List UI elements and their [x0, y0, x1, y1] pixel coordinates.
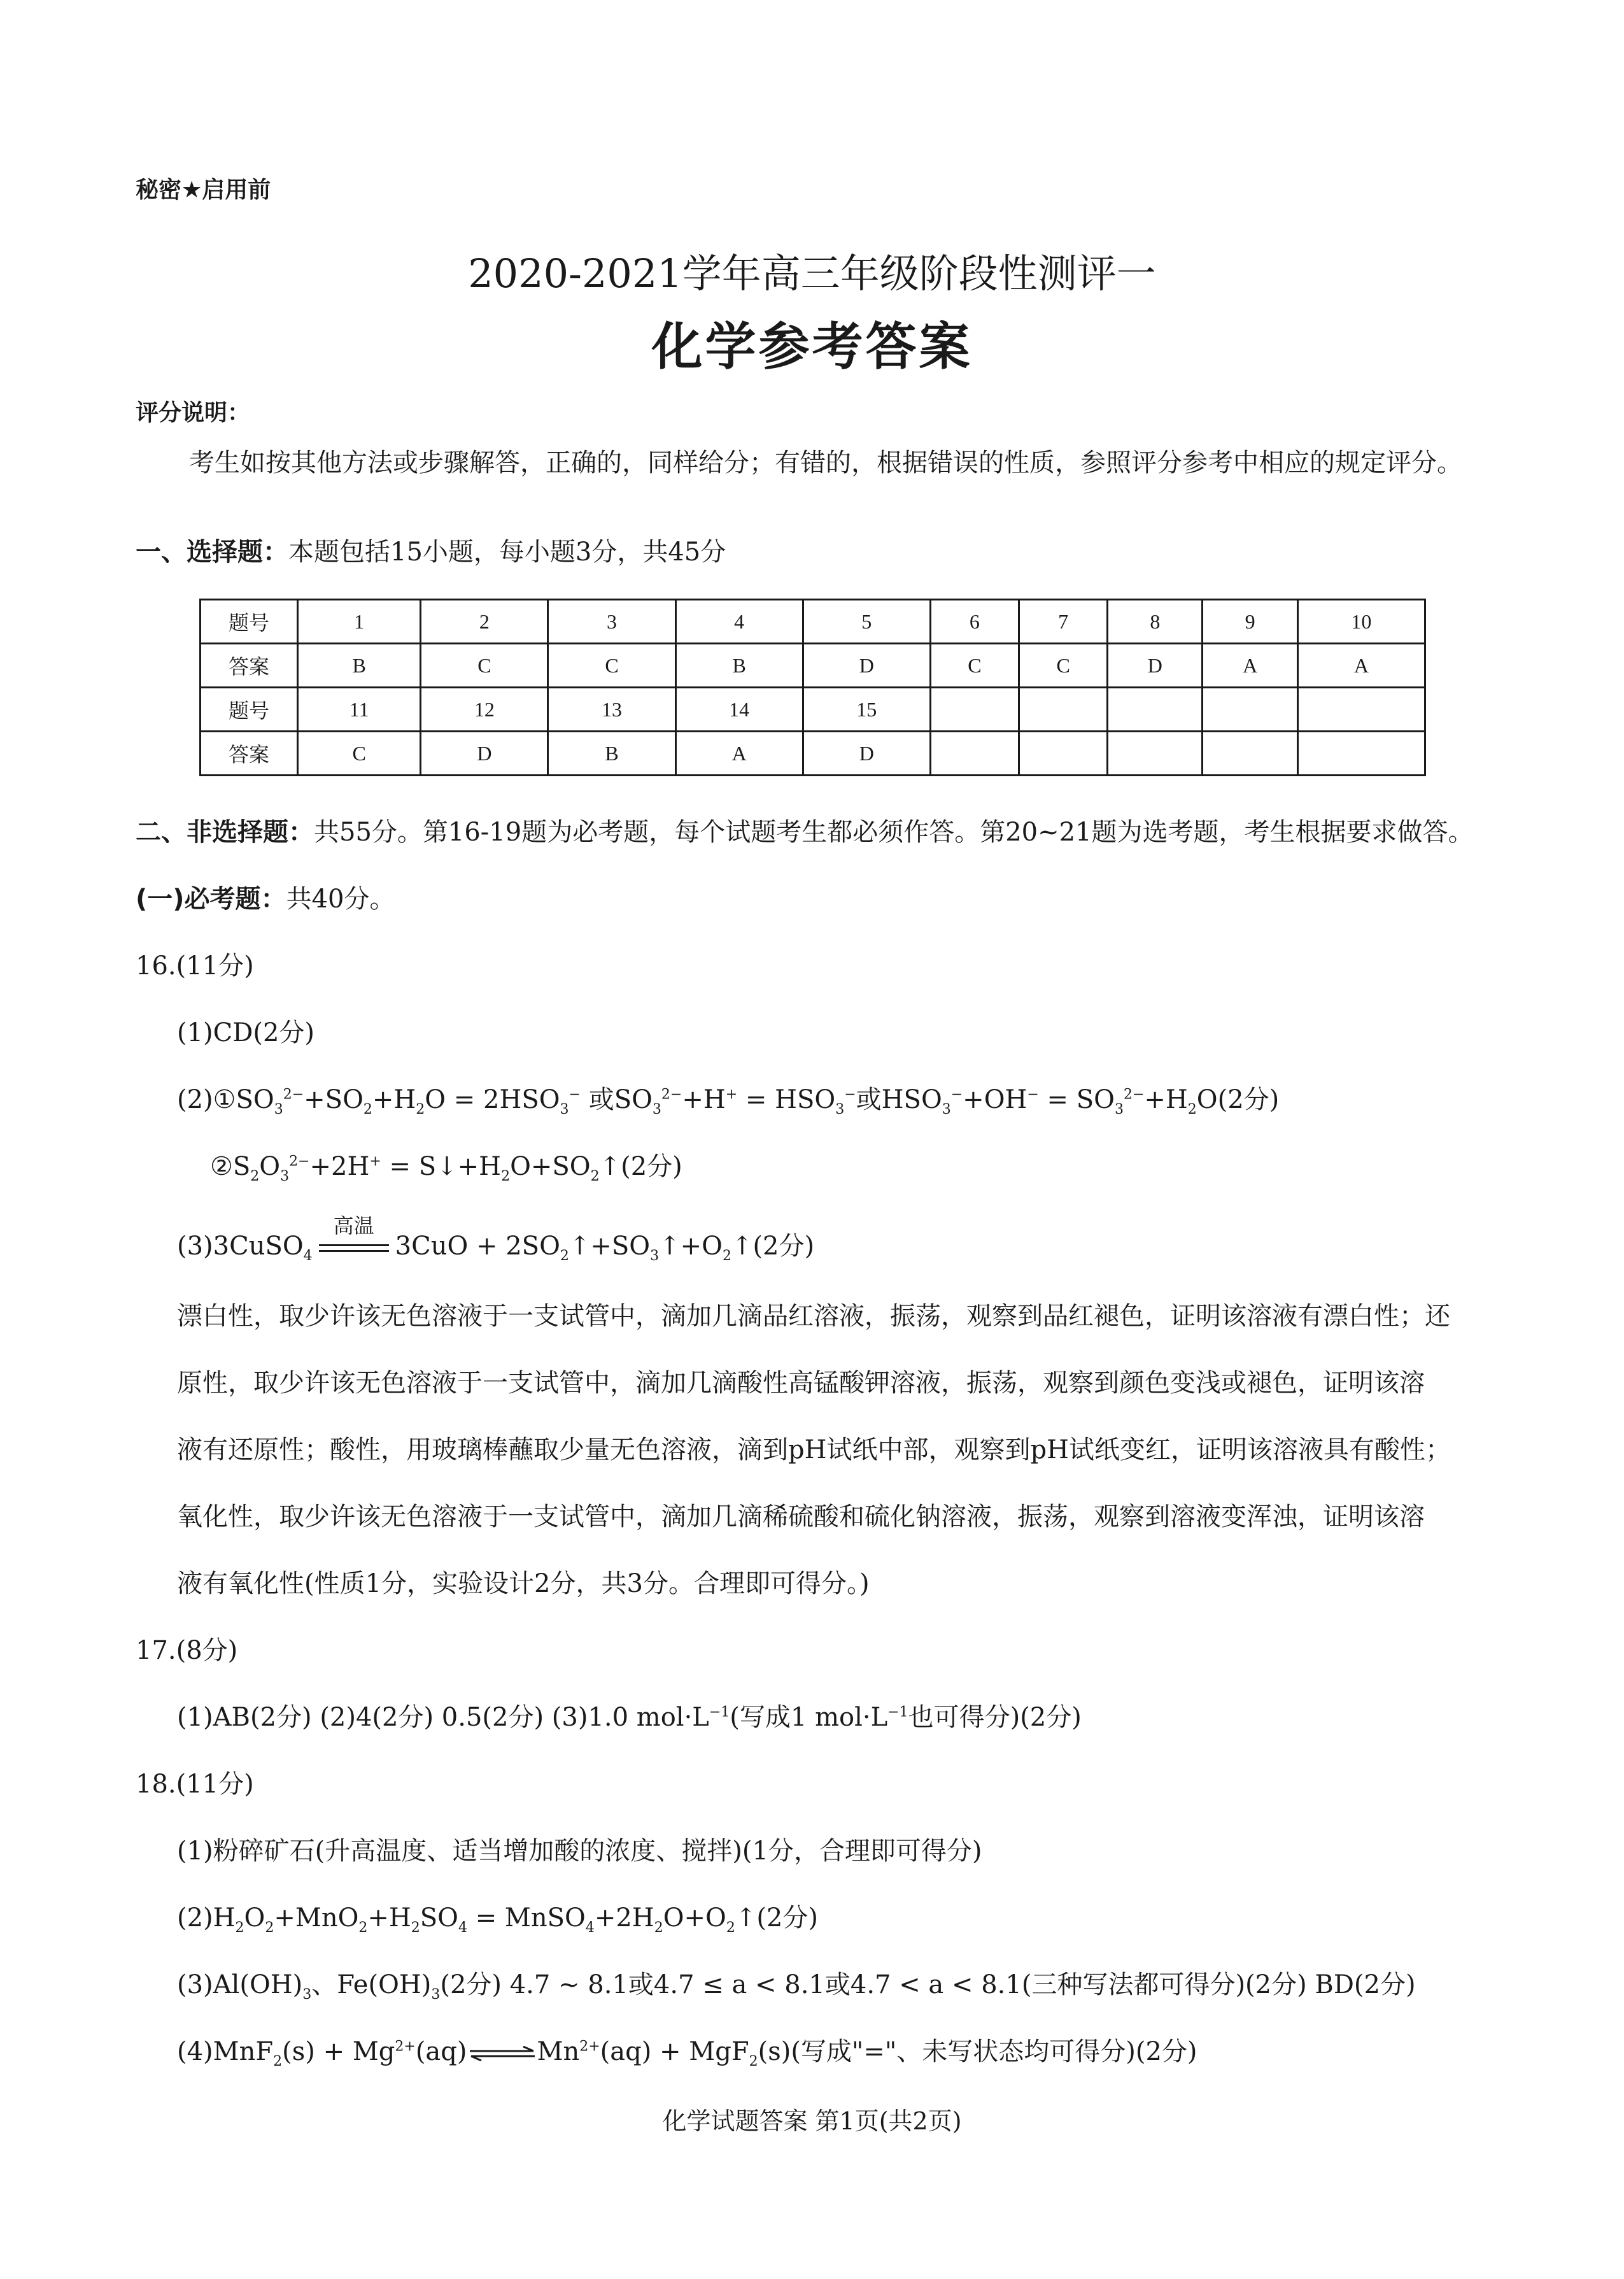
table-cell: C	[421, 644, 548, 688]
table-cell: 15	[803, 688, 930, 732]
section1-heading: 一、选择题：	[136, 537, 288, 567]
table-cell: 14	[675, 688, 803, 732]
q16-part2-eq1: $(2)①SO_3^{2-}+SO_2+H_2O = 2HSO_3^-$ 或$SO_3^{2-}+H^+ = HSO_3^-$或$HSO_3^-+OH^- = SO_3^{2-}+H_2O(2$分)	[177, 1085, 1280, 1118]
table-cell: 3	[548, 600, 675, 644]
section2-heading: 二、非选择题：	[136, 818, 314, 847]
table-cell: 1	[298, 600, 421, 644]
table-cell	[930, 688, 1019, 732]
table-row	[201, 644, 1425, 688]
table-cell	[1019, 688, 1108, 732]
table-cell: 8	[1108, 600, 1203, 644]
double-line-icon	[319, 1244, 389, 1252]
table-row-header: 答案	[201, 644, 298, 688]
section2-sub-desc: 共40分。	[286, 884, 395, 914]
table-row	[201, 732, 1425, 776]
table-cell: D	[803, 732, 930, 776]
document-title: 化学参考答案	[651, 317, 973, 376]
table-cell	[1297, 732, 1425, 776]
page-footer: 化学试题答案 第1页(共2页)	[662, 2107, 962, 2135]
table-cell: A	[1297, 644, 1425, 688]
section2-line	[136, 812, 1474, 848]
table-cell	[1108, 732, 1203, 776]
table-cell: C	[1019, 644, 1108, 688]
q18-title: 18.(11分)	[136, 1770, 254, 1799]
q18-part1: (1)粉碎矿石(升高温度、适当增加酸的浓度、搅拌)(1分，合理即可得分)	[177, 1836, 982, 1866]
table-cell: 10	[1297, 600, 1425, 644]
table-cell: B	[675, 644, 803, 688]
q18-part4: $(4)MnF_2(s) + Mg^{2+}(aq) Mn^{2+}(aq) + MgF_2(s)$(写成"="、未写状态均可得分)(2分)	[177, 2037, 1197, 2070]
table-cell	[1108, 688, 1203, 732]
q16-para-line: 漂白性，取少许该无色溶液于一支试管中，滴加几滴品红溶液，振荡，观察到品红褪色，证明该溶液有漂白性；还	[177, 1302, 1450, 1331]
table-cell: 12	[421, 688, 548, 732]
table-cell: A	[1203, 644, 1297, 688]
table-cell: D	[421, 732, 548, 776]
table-cell: B	[548, 732, 675, 776]
table-cell: B	[298, 644, 421, 688]
table-cell	[930, 732, 1019, 776]
secret-label: 秘密★启用前	[136, 177, 271, 203]
table-row-header: 题号	[201, 688, 298, 732]
q17-title: 17.(8分)	[136, 1636, 238, 1665]
table-cell: A	[675, 732, 803, 776]
table-cell	[1203, 732, 1297, 776]
q16-para-line: 原性，取少许该无色溶液于一支试管中，滴加几滴酸性高锰酸钾溶液，振荡，观察到颜色变浅或褪色，证明该溶	[177, 1368, 1425, 1398]
section2-desc: 共55分。第16-19题为必考题，每个试题考生都必须作答。第20~21题为选考题，考生根据要求做答。	[314, 818, 1474, 847]
table-cell: 4	[675, 600, 803, 644]
table-cell: 9	[1203, 600, 1297, 644]
table-cell: D	[1108, 644, 1203, 688]
table-cell	[1297, 688, 1425, 732]
table-cell: C	[298, 732, 421, 776]
table-row	[201, 600, 1425, 644]
q16-para-line: 液有还原性；酸性，用玻璃棒蘸取少量无色溶液，滴到pH试纸中部，观察到pH试纸变红，证明该溶液具有酸性；	[177, 1435, 1451, 1465]
q16-part1: (1)CD(2分)	[177, 1018, 314, 1047]
table-cell: C	[548, 644, 675, 688]
table-cell: 6	[930, 600, 1019, 644]
table-cell: 7	[1019, 600, 1108, 644]
q16-para-line: 氧化性，取少许该无色溶液于一支试管中，滴加几滴稀硫酸和硫化钠溶液，振荡，观察到溶液变浑浊，证明该溶	[177, 1502, 1425, 1531]
table-cell	[1203, 688, 1297, 732]
scoring-text: 考生如按其他方法或步骤解答，正确的，同样给分；有错的，根据错误的性质，参照评分参考中相应的规定评分。	[189, 448, 1462, 478]
table-cell	[1019, 732, 1108, 776]
equilibrium-arrow-icon	[467, 2046, 537, 2061]
section1-line	[136, 532, 726, 568]
section2-sub-heading: (一)必考题：	[136, 884, 286, 914]
scoring-heading: 评分说明：	[136, 400, 251, 426]
q18-part2: $(2)H_2O_2+MnO_2+H_2SO_4$ = $MnSO_4+2H_2O+O_2↑(2$分)	[177, 1903, 818, 1936]
reaction-condition: 高温	[313, 1232, 395, 1261]
q16-para-line: 液有氧化性(性质1分，实验设计2分，共3分。合理即可得分。)	[177, 1569, 870, 1598]
q16-part3-eq: (3)3CuSO$_4$ 高温 $3CuO + 2SO_2↑+SO_3↑+O_2↑(2$分)	[177, 1214, 815, 1264]
q17-answers: (1)AB(2分) (2)4(2分) 0.5(2分) (3)1.0 $mol\cdot L^{-1}$(写成1 $mol\cdot L^{-1}$也可得分)(2分)	[177, 1703, 1082, 1732]
exam-title: 2020-2021学年高三年级阶段性测评一	[468, 250, 1156, 297]
table-cell: 2	[421, 600, 548, 644]
section2-sub-line	[136, 879, 395, 915]
table-row-header: 题号	[201, 600, 298, 644]
q16-title: 16.(11分)	[136, 951, 254, 981]
table-cell: 13	[548, 688, 675, 732]
table-cell: 11	[298, 688, 421, 732]
answer-table	[199, 599, 1426, 776]
q16-part2-eq2: $②S_2O_3^{2-}+2H^+$ = $S↓+H_2O+SO_2↑(2$分)	[210, 1152, 682, 1184]
table-cell: C	[930, 644, 1019, 688]
table-cell: D	[803, 644, 930, 688]
q18-part3: $(3)Al(OH)_3$、$Fe(OH)_3(2$分) 4.7 ~ 8.1或4.7 ≤ a < 8.1或4.7 < a < 8.1(三种写法都可得分)(2分) BD(2分)	[177, 1970, 1416, 2003]
table-row-header: 答案	[201, 732, 298, 776]
table-row	[201, 688, 1425, 732]
table-cell: 5	[803, 600, 930, 644]
section1-desc: 本题包括15小题，每小题3分，共45分	[288, 537, 726, 567]
